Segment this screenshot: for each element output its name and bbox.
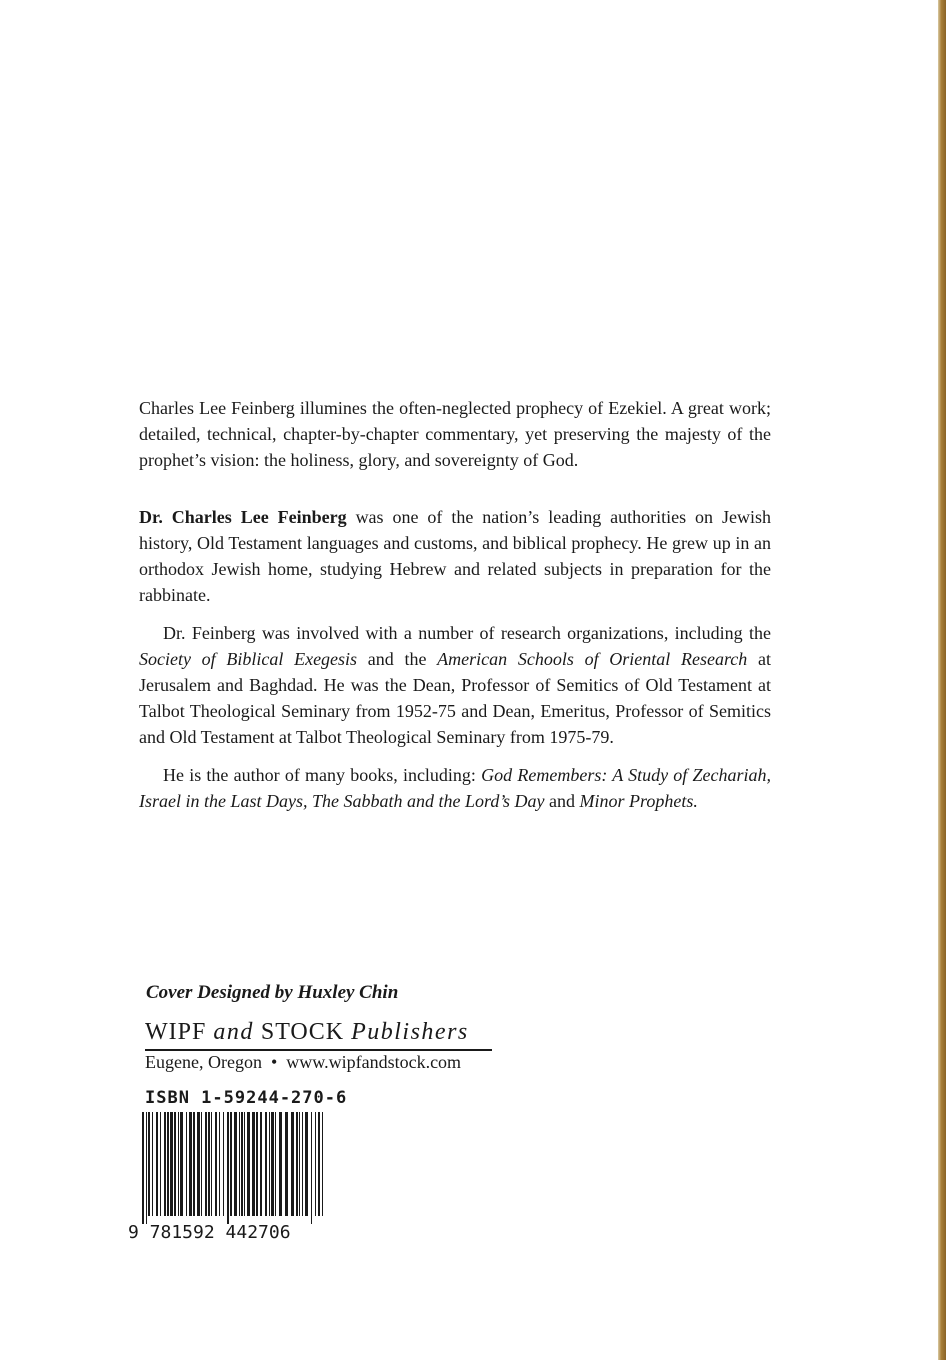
barcode-bar [180, 1112, 183, 1216]
barcode-bar [299, 1112, 300, 1216]
barcode-bar [239, 1112, 240, 1216]
publisher-name-d: Publishers [351, 1019, 469, 1045]
barcode-bar [156, 1112, 158, 1216]
barcode-bar [148, 1112, 150, 1216]
barcode-bar [167, 1112, 169, 1216]
barcode-bar [170, 1112, 173, 1216]
bio-p2-text-b: and the [357, 649, 438, 669]
barcode-bars [128, 1112, 336, 1224]
isbn-label: ISBN 1-59244-270-6 [145, 1088, 348, 1108]
book-title-last: Minor Prophets. [579, 791, 698, 811]
barcode-bar [311, 1112, 312, 1224]
barcode-bar [260, 1112, 262, 1216]
cover-credit: Cover Designed by Huxley Chin [146, 982, 399, 1003]
barcode-bar [247, 1112, 250, 1216]
bio-paragraph-3 [139, 762, 771, 814]
barcode-bar [201, 1112, 202, 1216]
barcode-bar [296, 1112, 298, 1216]
barcode-bar [227, 1112, 229, 1224]
barcode-bar [271, 1112, 274, 1216]
publisher-logo [145, 1019, 492, 1051]
barcode-bar [219, 1112, 220, 1216]
barcode-bar [244, 1112, 245, 1216]
schools-name: American Schools of Oriental Research [437, 649, 748, 669]
barcode-bar [315, 1112, 316, 1216]
publisher-name-b: and [213, 1019, 254, 1045]
bio-p3-and: and [544, 791, 580, 811]
barcode-bar [152, 1112, 153, 1216]
barcode-bar [279, 1112, 282, 1216]
barcode-bar [160, 1112, 161, 1216]
barcode-bar [234, 1112, 237, 1216]
barcode-bar [302, 1112, 303, 1216]
barcode-number: 9 781592 442706 [128, 1222, 291, 1243]
author-name: Dr. Charles Lee Feinberg [139, 507, 347, 527]
bio-p2-text-c: at Jerusalem and Baghdad. He was the Dean, Professor of Semitics of Old Testament at Talbot Theological Seminary from 1952-75 and Dean, Emeritus, Professor of Semitics and Old Testament at Talbot Theological Seminary from 1975-79. [139, 649, 771, 747]
barcode-bar [318, 1112, 320, 1216]
barcode-bar [285, 1112, 288, 1216]
society-name: Society of Biblical Exegesis [139, 649, 358, 669]
barcode-bar [241, 1112, 243, 1216]
barcode-bar [223, 1112, 224, 1216]
barcode-bar [215, 1112, 217, 1216]
barcode-bar [178, 1112, 179, 1216]
bio-p3-text-a: He is the author of many books, including: [163, 765, 482, 785]
barcode-bar [164, 1112, 166, 1216]
barcode-bar [189, 1112, 192, 1216]
barcode-bar [174, 1112, 176, 1216]
barcode-bar [291, 1112, 294, 1216]
barcode-bar [265, 1112, 267, 1216]
barcode-bar [197, 1112, 200, 1216]
book-titles: God Remembers: A Study of Zechariah, Israel in the Last Days, The Sabbath and the Lord’s Day [139, 765, 772, 811]
barcode-bar [193, 1112, 195, 1216]
publisher-location: Eugene, Oregon • www.wipfandstock.com [145, 1052, 462, 1072]
description-paragraph: Charles Lee Feinberg illumines the often-neglected prophecy of Ezekiel. A great work; detailed, technical, chapter-by-chapter commentary, yet preserving the majesty of the prophet’s vision: the holiness, glory, and sovereignty of God. [139, 398, 771, 470]
barcode-bar [322, 1112, 323, 1216]
barcode-bar [146, 1112, 147, 1224]
barcode-bar [211, 1112, 212, 1216]
bio-paragraph-2 [139, 620, 771, 750]
barcode-bar [269, 1112, 270, 1216]
barcode-bar [230, 1112, 232, 1216]
publisher-name-c: STOCK [253, 1019, 352, 1045]
barcode-bar [256, 1112, 258, 1216]
bio-paragraph-1 [139, 504, 771, 608]
barcode-bar [142, 1112, 144, 1224]
barcode-bar [275, 1112, 276, 1216]
bio-paragraph-1-text: was one of the nation’s leading authorities on Jewish history, Old Testament languages and customs, and biblical prophecy. He grew up in an orthodox Jewish home, studying Hebrew and related subjects in preparation for the rabbinate. [139, 507, 771, 605]
book-spine-edge [938, 0, 946, 1360]
bio-p2-text-a: Dr. Feinberg was involved with a number of research organizations, including the [163, 623, 771, 643]
barcode-bar [305, 1112, 308, 1216]
publisher-name-a: WIPF [145, 1019, 214, 1045]
back-cover-text [139, 395, 771, 814]
barcode-bar [186, 1112, 187, 1216]
barcode-bar [208, 1112, 210, 1216]
barcode-bar [205, 1112, 207, 1216]
barcode-bar [252, 1112, 255, 1216]
